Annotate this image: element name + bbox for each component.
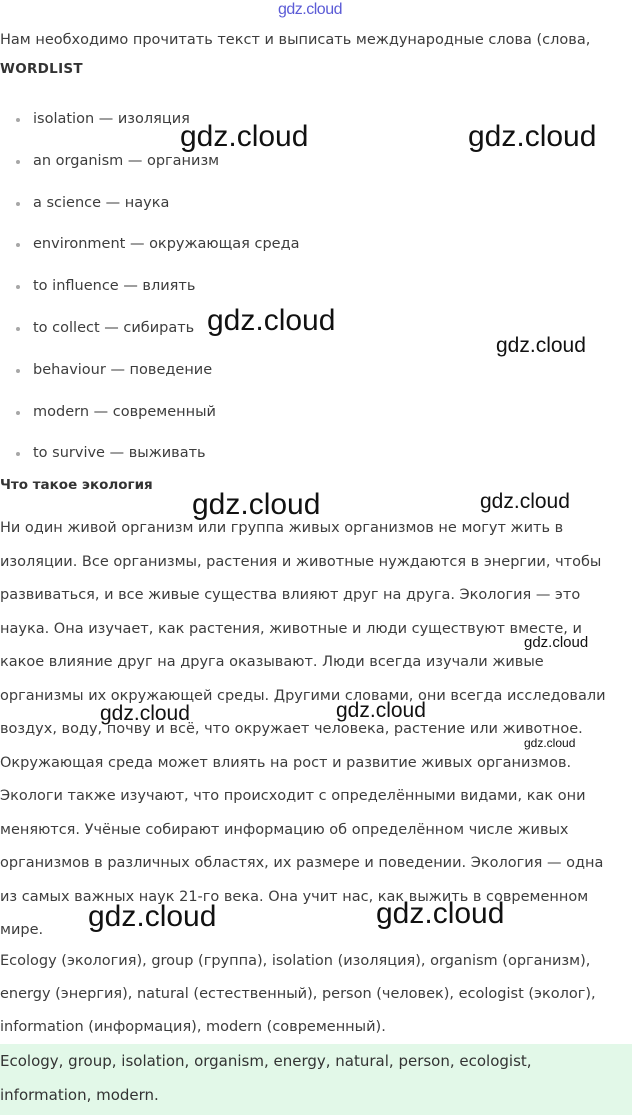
list-item: an organism — организм (0, 141, 300, 183)
text-line: меняются. Учёные собирают информацию об определённом числе живых (0, 821, 569, 838)
list-item: environment — окружающая среда (0, 224, 300, 266)
result-line: Ecology, group, isolation, organism, energy, natural, person, ecologist, (0, 1052, 532, 1070)
list-item: to collect — сибирать (0, 308, 300, 350)
watermark: gdz.cloud (336, 699, 426, 722)
wordlist-title: WORDLIST (0, 61, 83, 77)
intro-text: Нам необходимо прочитать текст и выписать международные слова (слова, (0, 32, 591, 48)
list-item: isolation — изоляция (0, 99, 300, 141)
list-item: modern — современный (0, 392, 300, 434)
bullet-icon (16, 243, 20, 247)
bullet-icon (16, 411, 20, 415)
wordlist (0, 99, 300, 475)
result-line: information, modern. (0, 1086, 159, 1104)
bullet-icon (16, 160, 20, 164)
list-item: to influence — влиять (0, 266, 300, 308)
result-box (0, 1044, 632, 1115)
answer-text (0, 945, 632, 1044)
text-line: организмы их окружающей среды. Другими словами, они всегда исследовали (0, 687, 606, 704)
watermark: gdz.cloud (524, 736, 576, 750)
text-line: Окружающая среда может влиять на рост и развитие живых организмов. (0, 754, 572, 771)
watermark: gdz.cloud (180, 120, 309, 153)
answer-line: information (информация), modern (современный). (0, 1019, 386, 1035)
bullet-icon (16, 452, 20, 456)
answer-line: Ecology (экология), group (группа), isolation (изоляция), organism (организм), (0, 953, 591, 969)
bullet-icon (16, 118, 20, 122)
watermark: gdz.cloud (468, 120, 597, 153)
watermark: gdz.cloud (88, 900, 217, 933)
watermark: gdz.cloud (207, 304, 336, 337)
list-item: a science — наука (0, 183, 300, 225)
watermark: gdz.cloud (480, 490, 570, 513)
list-item: behaviour — поведение (0, 350, 300, 392)
watermark: gdz.cloud (100, 702, 190, 725)
answer-line: energy (энергия), natural (естественный), person (человек), ecologist (эколог), (0, 986, 596, 1002)
bullet-icon (16, 202, 20, 206)
text-line: наука. Она изучает, как растения, животные и люди существуют вместе, и (0, 620, 582, 637)
bullet-icon (16, 285, 20, 289)
text-line: из самых важных наук 21-го века. Она учит нас, как выжить в современном (0, 888, 589, 905)
text-line: какое влияние друг на друга оказывают. Люди всегда изучали живые (0, 654, 544, 670)
bullet-icon (16, 327, 20, 331)
text-line: Экологи также изучают, что происходит с определёнными видами, как они (0, 788, 586, 804)
section-text (0, 512, 632, 948)
text-line: воздух, воду, почву и всё, что окружает человека, растение или животное. (0, 721, 583, 737)
site-logo[interactable]: gdz.cloud (278, 1, 342, 18)
text-line: Ни один живой организм или группа живых организмов не могут жить в (0, 520, 564, 536)
text-line: организмов в различных областях, их размере и поведении. Экология — одна (0, 855, 604, 871)
section-title: Что такое экология (0, 477, 153, 493)
watermark: gdz.cloud (496, 334, 586, 357)
text-line: развиваться, и все живые существа влияют друг на друга. Экология — это (0, 587, 581, 603)
text-line: изоляции. Все организмы, растения и животные нуждаются в энергии, чтобы (0, 553, 602, 570)
text-line: мире. (0, 922, 44, 938)
watermark: gdz.cloud (192, 488, 321, 521)
list-item: to survive — выживать (0, 433, 300, 475)
watermark: gdz.cloud (524, 634, 589, 651)
bullet-icon (16, 369, 20, 373)
watermark: gdz.cloud (376, 897, 505, 930)
